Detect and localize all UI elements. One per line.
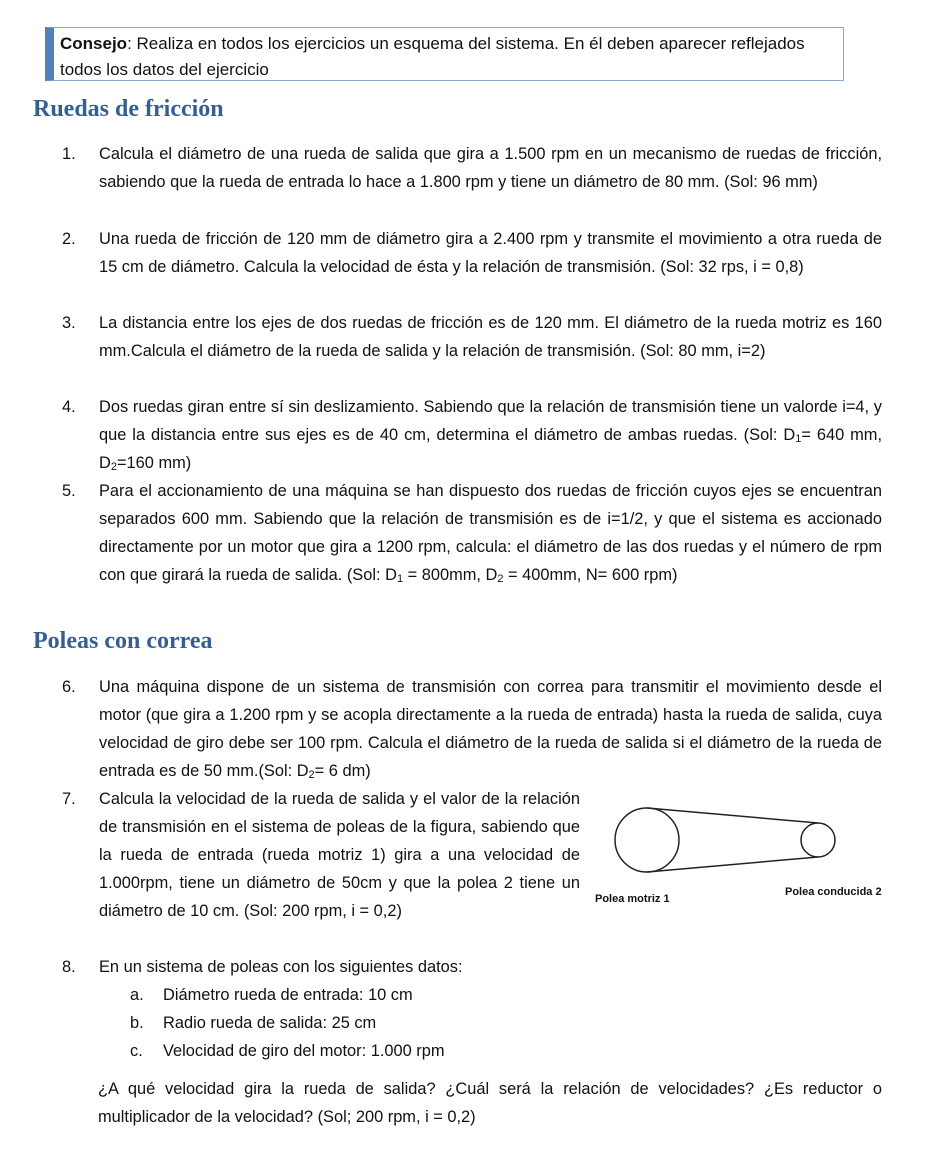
subscript: 1 — [795, 433, 802, 445]
exercise-text-part: Para el accionamiento de una máquina se han dispuesto dos ruedas de fricción cuyos ejes se encuentran separados 600 mm. Sabiendo que la relación de transmisión es de i=1/2, y que el sistema es accionado directamente por un motor que gira a 1200 rpm, calcula: el diámetro de las dos ruedas y el número de rpm con que girará la rueda de salida. (Sol: D — [99, 482, 882, 584]
exercise-text-part: = 400mm, N= 600 rpm) — [503, 566, 678, 584]
section-title-friction: Ruedas de fricción — [33, 96, 224, 122]
exercise-5 — [62, 477, 882, 589]
exercise-7 — [62, 785, 580, 925]
tip-text: : Realiza en todos los ejercicios un esquema del sistema. En él deben aparecer reflejados todos los datos del ejercicio — [60, 34, 805, 79]
exercise-text: Calcula el diámetro de una rueda de salida que gira a 1.500 rpm en un mecanismo de ruedas de fricción, sabiendo que la rueda de entrada lo hace a 1.800 rpm y tiene un diámetro de 80 mm. (Sol: 96 mm) — [99, 145, 882, 191]
exercise-text-part: =160 mm) — [116, 454, 192, 472]
exercise-2 — [62, 225, 882, 281]
exercise-text — [99, 477, 882, 589]
list-text: Velocidad de giro del motor: 1.000 rpm — [163, 1042, 445, 1060]
exercise-8-question: ¿A qué velocidad gira la rueda de salida? ¿Cuál será la relación de velocidades? ¿Es reductor o multiplicador de la velocidad? (Sol; 200 rpm, i = 0,2) — [98, 1080, 882, 1126]
exercise-number: 1. — [62, 145, 76, 163]
exercise-text — [99, 673, 882, 785]
list-letter: a. — [130, 986, 144, 1004]
exercise-number: 7. — [62, 790, 76, 808]
exercise-text: Calcula la velocidad de la rueda de salida y el valor de la relación de transmisión en el sistema de poleas de la figura, sabiendo que la rueda de entrada (rueda motriz 1) gira a una velocidad de 1.000rpm, tiene un diámetro de 50cm y que la polea 2 tiene un diámetro de 10 cm. (Sol: 200 rpm, i = 0,2) — [99, 790, 580, 920]
exercise-text-part: = 640 mm, D — [99, 426, 883, 472]
exercise-number: 3. — [62, 314, 76, 332]
exercise-1 — [62, 140, 882, 196]
exercise-number: 8. — [62, 958, 76, 976]
exercise-6 — [62, 673, 882, 785]
exercise-3 — [62, 309, 882, 365]
driver-pulley — [615, 808, 679, 872]
subscript: 1 — [396, 573, 404, 585]
subscript: 2 — [497, 573, 504, 585]
exercise-text-part: Una máquina dispone de un sistema de transmisión con correa para transmitir el movimiento desde el motor (que gira a 1.200 rpm y se acopla directamente a la rueda de entrada) hasta la rueda de salida, cuya velocidad de giro debe ser 100 rpm. Calcula el diámetro de la rueda de salida si el diámetro de la rueda de entrada es de 50 mm.(Sol: D — [99, 678, 882, 780]
exercise-text: La distancia entre los ejes de dos ruedas de fricción es de 120 mm. El diámetro de la rueda motriz es 160 mm.Calcula el diámetro de la rueda de salida y la relación de transmisión. (Sol: 80 mm, i=2) — [99, 314, 882, 360]
label-driven-pulley: Polea conducida 2 — [785, 886, 882, 898]
exercise-number: 4. — [62, 398, 76, 416]
exercise-text: Una rueda de fricción de 120 mm de diámetro gira a 2.400 rpm y transmite el movimiento a otra rueda de 15 cm de diámetro. Calcula la velocidad de ésta y la relación de transmisión. (Sol: 32 rps, i = 0,8) — [99, 230, 882, 276]
driven-pulley — [801, 823, 835, 857]
subscript: 2 — [308, 769, 315, 781]
label-driver-pulley: Polea motriz 1 — [595, 893, 670, 905]
exercise-text-part: = 6 dm) — [314, 762, 371, 780]
pulley-figure — [590, 795, 900, 910]
pulley-diagram — [590, 795, 900, 895]
tip-label: Consejo — [60, 34, 128, 53]
list-letter: b. — [130, 1014, 144, 1032]
exercise-number: 6. — [62, 678, 76, 696]
exercise-number: 5. — [62, 482, 76, 500]
exercise-4 — [62, 393, 882, 477]
exercise-8 — [62, 953, 882, 981]
list-text: Diámetro rueda de entrada: 10 cm — [163, 986, 413, 1004]
section-title-pulleys: Poleas con correa — [33, 628, 213, 654]
exercise-text: En un sistema de poleas con los siguientes datos: — [99, 958, 463, 976]
subscript: 2 — [110, 461, 117, 473]
tip-box — [45, 27, 844, 81]
exercise-text-part: Dos ruedas giran entre sí sin deslizamiento. Sabiendo que la relación de transmisión tiene un valorde i=4, y que la distancia entre sus ejes es de 40 cm, determina el diámetro de ambas ruedas. (Sol: D — [99, 398, 882, 444]
list-text: Radio rueda de salida: 25 cm — [163, 1014, 377, 1032]
exercise-number: 2. — [62, 230, 76, 248]
exercise-text — [99, 393, 882, 477]
list-letter: c. — [130, 1042, 143, 1060]
exercise-text-part: = 800mm, D — [403, 566, 498, 584]
